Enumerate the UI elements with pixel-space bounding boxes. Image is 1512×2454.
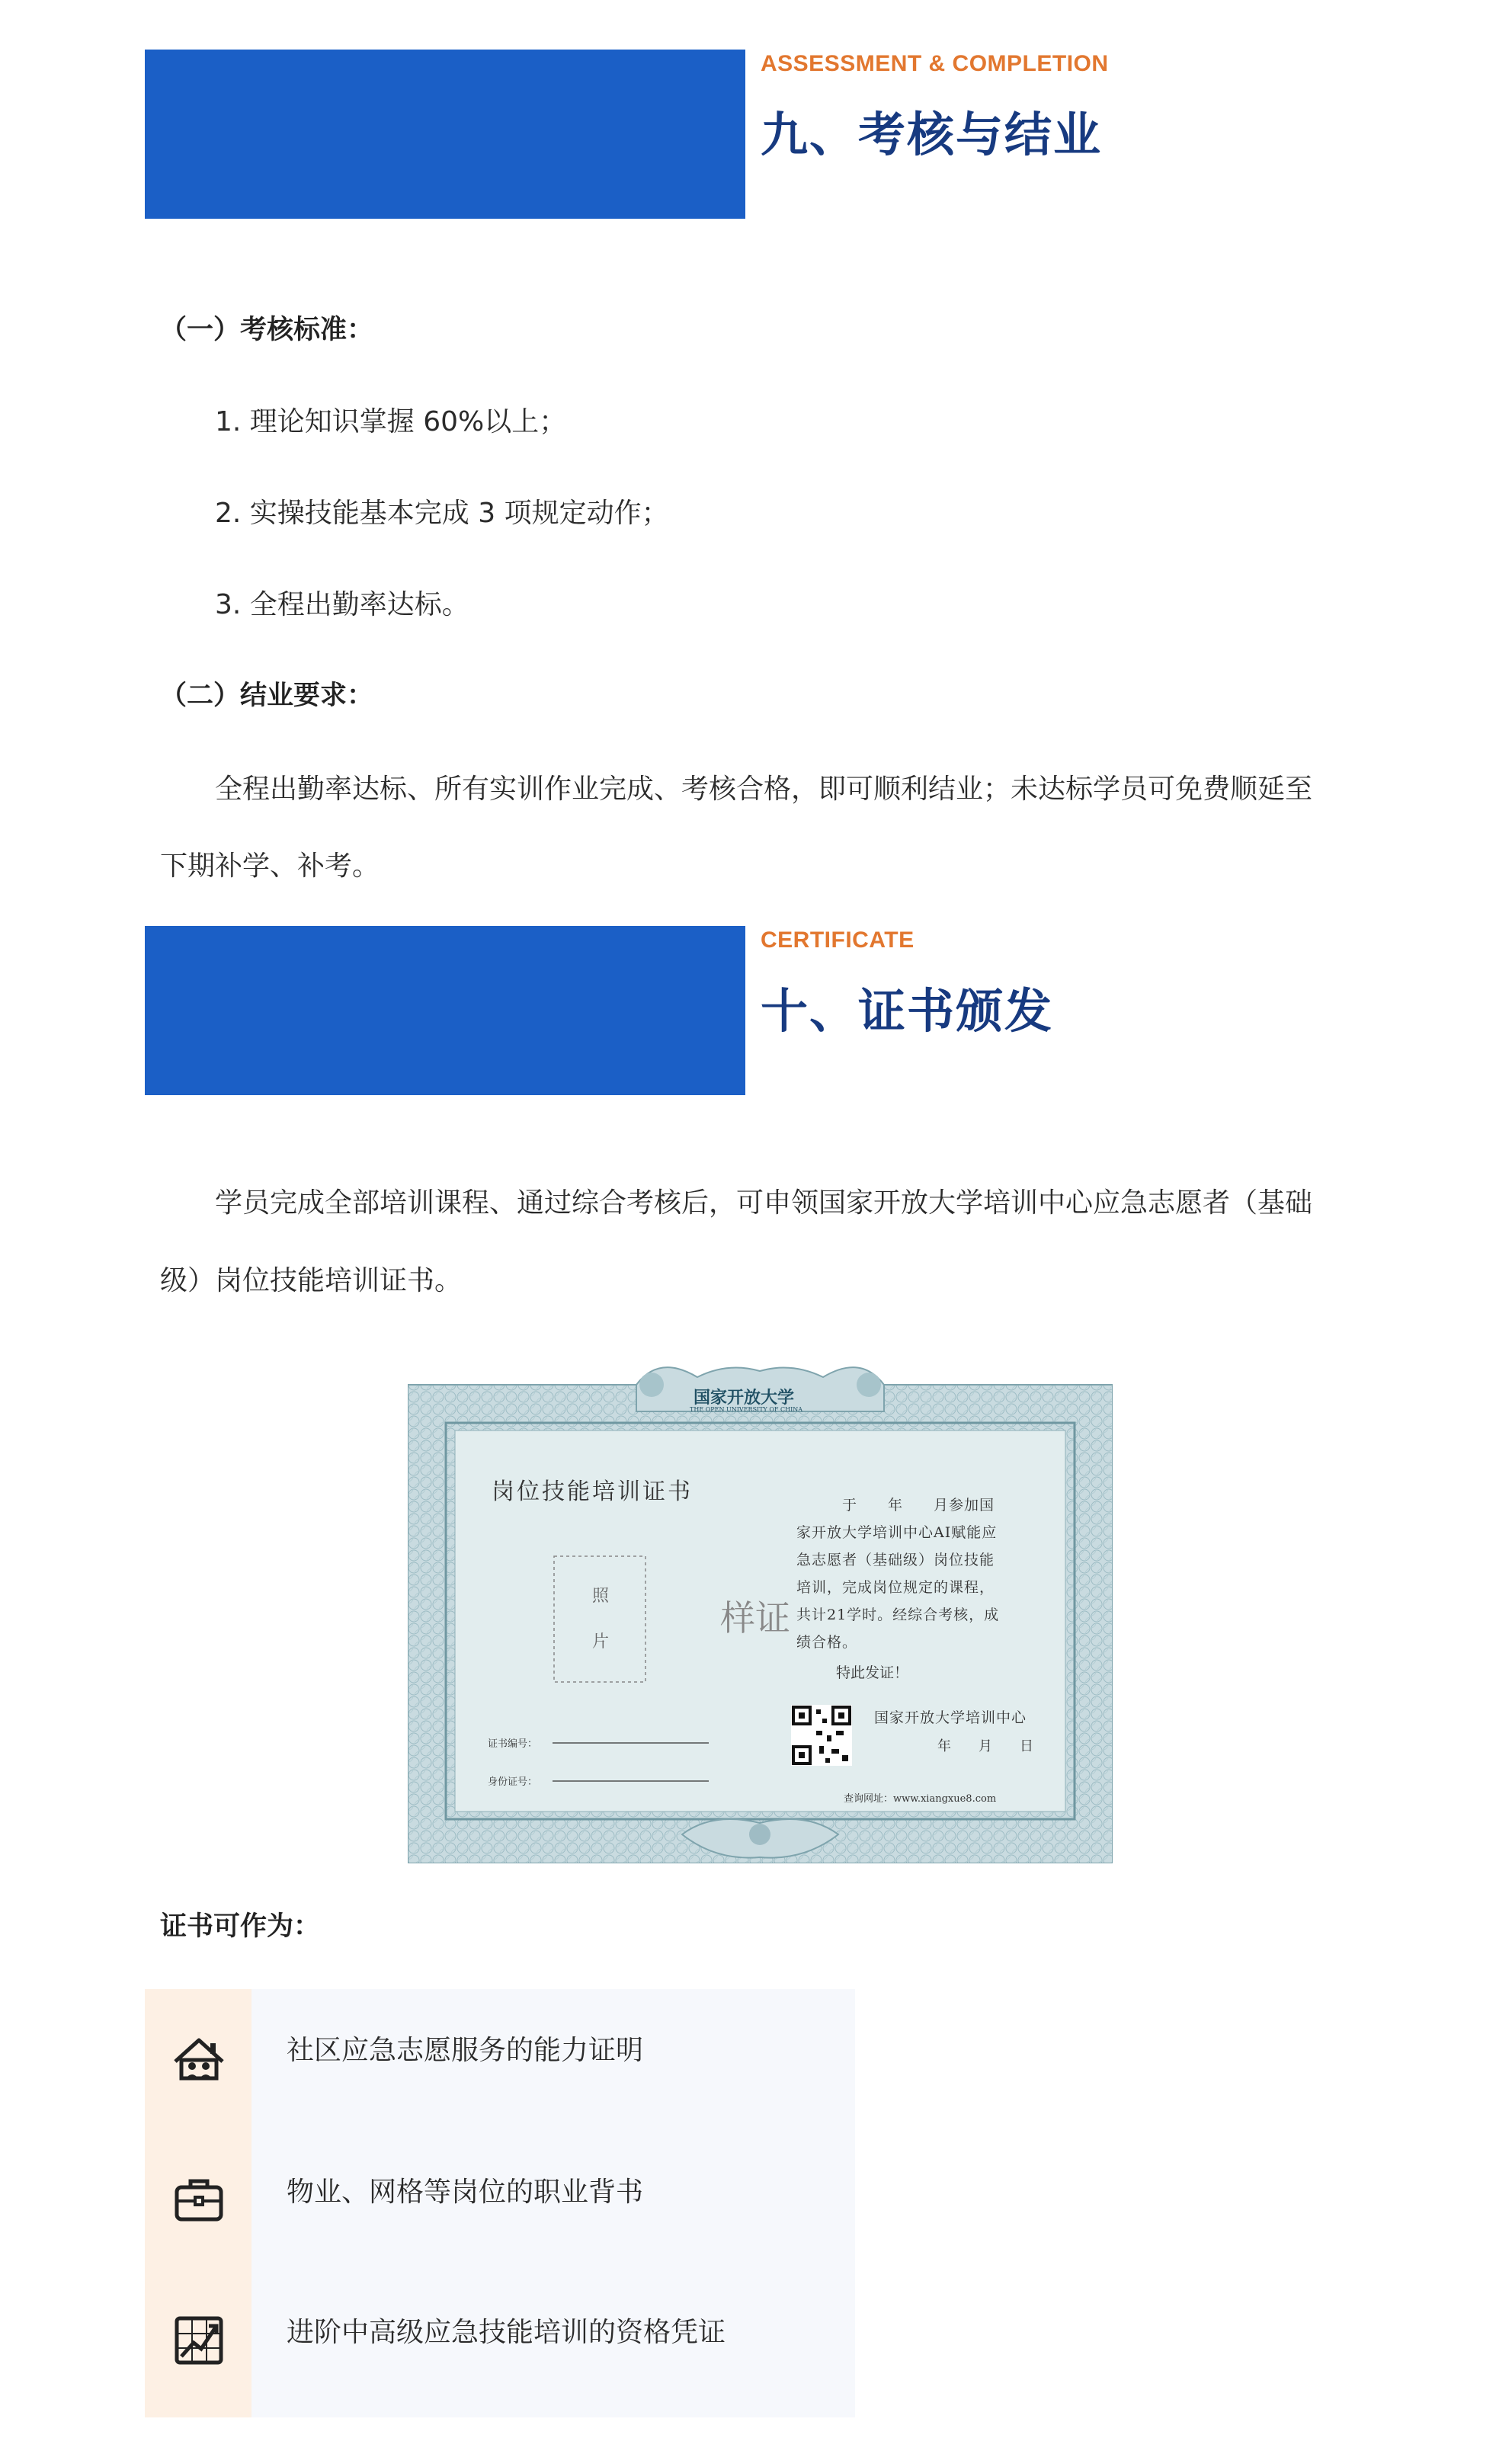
certificate-intro-line1: 学员完成全部培训课程、通过综合考核后，可申领国家开放大学培训中心应急志愿者（基础 <box>215 1187 1313 1219</box>
certificate-date: 年 月 日 <box>937 1738 1033 1754</box>
completion-paragraph-line1: 全程出勤率达标、所有实训作业完成、考核合格，即可顺利结业；未达标学员可免费顺延至 <box>215 774 1313 805</box>
briefcase-icon <box>171 2170 227 2227</box>
certificate-intro-line2: 级）岗位技能培训证书。 <box>160 1265 463 1296</box>
certificate-university-english: THE OPEN UNIVERSITY OF CHINA <box>690 1406 803 1413</box>
sample-watermark: 样证 <box>720 1597 790 1639</box>
standards-title: （一）考核标准： <box>160 315 374 345</box>
photo-placeholder: 片 <box>592 1632 610 1651</box>
certificate-university-name: 国家开放大学 <box>694 1388 795 1408</box>
completion-title: （二）结业要求： <box>160 681 374 711</box>
certificate-issuer: 国家开放大学培训中心 <box>874 1709 1027 1726</box>
certificate-body-line: 培训，完成岗位规定的课程， <box>796 1579 995 1596</box>
certificate-title: 岗位技能培训证书 <box>492 1478 693 1505</box>
certificate-body-line: 家开放大学培训中心AI赋能应 <box>796 1524 998 1541</box>
certificate-uses-list <box>145 1989 855 2417</box>
certificate-sample <box>408 1354 1113 1863</box>
section-header-certificate <box>145 926 1288 1095</box>
section-header-assessment <box>145 50 1288 219</box>
use-item-text: 进阶中高级应急技能培训的资格凭证 <box>287 2317 726 2348</box>
section-chinese-title: 九、考核与结业 <box>761 107 1103 162</box>
certificate-uses-title: 证书可作为： <box>160 1911 321 1942</box>
standard-item: 2. 实操技能基本完成 3 项规定动作； <box>215 498 669 529</box>
standard-item: 3. 全程出勤率达标。 <box>215 589 469 620</box>
community-house-icon <box>171 2031 227 2087</box>
certificate-body-line: 绩合格。 <box>796 1634 858 1651</box>
list-item <box>145 2276 855 2419</box>
section-english-title: CERTIFICATE <box>761 927 915 953</box>
list-item <box>145 2132 855 2276</box>
section-english-title: ASSESSMENT & COMPLETION <box>761 51 1109 76</box>
section-color-bar <box>145 926 745 1095</box>
standard-item: 1. 理论知识掌握 60%以上； <box>215 406 567 437</box>
certificate-body-line: 急志愿者（基础级）岗位技能 <box>796 1552 995 1568</box>
growth-chart-icon <box>171 2312 227 2369</box>
list-item <box>145 1989 855 2132</box>
photo-placeholder: 照 <box>592 1587 610 1606</box>
certificate-body-line: 于 年 月参加国 <box>842 1497 995 1514</box>
use-item-text: 物业、网格等岗位的职业背书 <box>287 2177 644 2208</box>
use-item-text: 社区应急志愿服务的能力证明 <box>287 2035 644 2066</box>
section-color-bar <box>145 50 745 219</box>
certificate-number-label: 证书编号： <box>488 1738 538 1750</box>
certificate-body-line: 共计21学时。经综合考核，成 <box>796 1607 1000 1623</box>
certificate-closing: 特此发证！ <box>836 1664 909 1681</box>
section-chinese-title: 十、证书颁发 <box>761 983 1054 1039</box>
completion-paragraph-line2: 下期补学、补考。 <box>160 851 380 882</box>
certificate-query-url: 查询网址：www.xiangxue8.com <box>844 1793 997 1805</box>
id-number-label: 身份证号： <box>488 1776 538 1788</box>
